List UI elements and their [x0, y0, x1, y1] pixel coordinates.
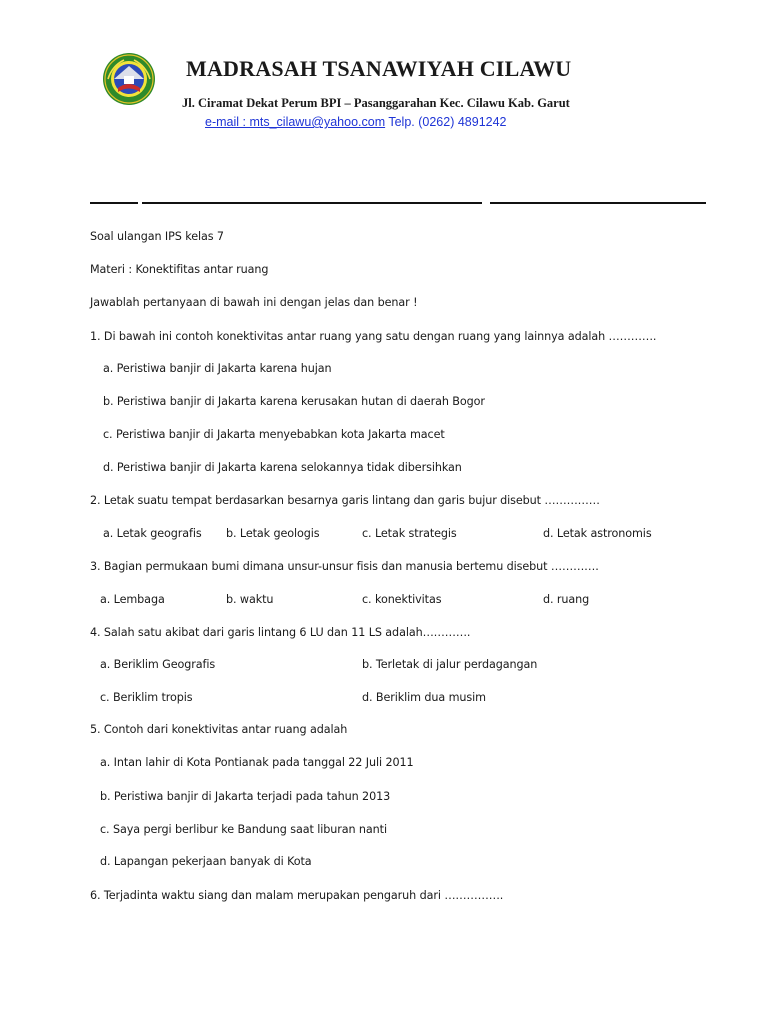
question-4-option-a: a. Beriklim Geografis: [100, 658, 216, 671]
school-name: MADRASAH TSANAWIYAH CILAWU: [186, 56, 572, 81]
exam-subject: Soal ulangan IPS kelas 7: [90, 230, 224, 243]
question-2-option-b: b. Letak geologis: [226, 527, 320, 540]
question-5: 5. Contoh dari konektivitas antar ruang adalah: [90, 723, 348, 736]
question-5-option-b: b. Peristiwa banjir di Jakarta terjadi pada tahun 2013: [100, 790, 391, 803]
question-5-option-a: a. Intan lahir di Kota Pontianak pada tanggal 22 Juli 2011: [100, 756, 414, 769]
question-3-option-d: d. ruang: [543, 593, 590, 606]
question-2: 2. Letak suatu tempat berdasarkan besarnya garis lintang dan garis bujur disebut ……………: [90, 494, 600, 507]
question-6: 6. Terjadinta waktu siang dan malam merupakan pengaruh dari …………….: [90, 889, 504, 902]
question-1: 1. Di bawah ini contoh konektivitas antar ruang yang satu dengan ruang yang lainnya adalah ………….: [90, 330, 657, 343]
question-1-option-a: a. Peristiwa banjir di Jakarta karena hujan: [103, 362, 332, 375]
question-5-option-c: c. Saya pergi berlibur ke Bandung saat liburan nanti: [100, 823, 387, 836]
exam-material: Materi : Konektifitas antar ruang: [90, 263, 269, 276]
question-1-option-c: c. Peristiwa banjir di Jakarta menyebabkan kota Jakarta macet: [103, 428, 445, 441]
question-1-option-d: d. Peristiwa banjir di Jakarta karena selokannya tidak dibersihkan: [103, 461, 462, 474]
question-4-option-d: d. Beriklim dua musim: [362, 691, 486, 704]
school-emblem-icon: [102, 52, 156, 106]
question-2-option-a: a. Letak geografis: [103, 527, 202, 540]
question-3: 3. Bagian permukaan bumi dimana unsur-unsur fisis dan manusia bertemu disebut ………….: [90, 560, 599, 573]
exam-instruction: Jawablah pertanyaan di bawah ini dengan jelas dan benar !: [90, 296, 418, 309]
contact-line: [205, 114, 725, 130]
header-divider: [90, 202, 706, 204]
question-4: 4. Salah satu akibat dari garis lintang 6 LU dan 11 LS adalah………….: [90, 626, 471, 639]
school-address: Jl. Ciramat Dekat Perum BPI – Pasanggarahan Kec. Cilawu Kab. Garut: [182, 96, 570, 110]
question-3-option-a: a. Lembaga: [100, 593, 165, 606]
question-5-option-d: d. Lapangan pekerjaan banyak di Kota: [100, 855, 312, 868]
question-3-option-c: c. konektivitas: [362, 593, 442, 606]
question-3-option-b: b. waktu: [226, 593, 274, 606]
question-1-option-b: b. Peristiwa banjir di Jakarta karena kerusakan hutan di daerah Bogor: [103, 395, 485, 408]
question-2-option-c: c. Letak strategis: [362, 527, 457, 540]
phone-number: Telp. (0262) 4891242: [388, 115, 507, 129]
question-4-option-c: c. Beriklim tropis: [100, 691, 193, 704]
question-4-option-b: b. Terletak di jalur perdagangan: [362, 658, 538, 671]
question-2-option-d: d. Letak astronomis: [543, 527, 652, 540]
email-link[interactable]: e-mail : mts_cilawu@yahoo.com: [205, 115, 386, 129]
